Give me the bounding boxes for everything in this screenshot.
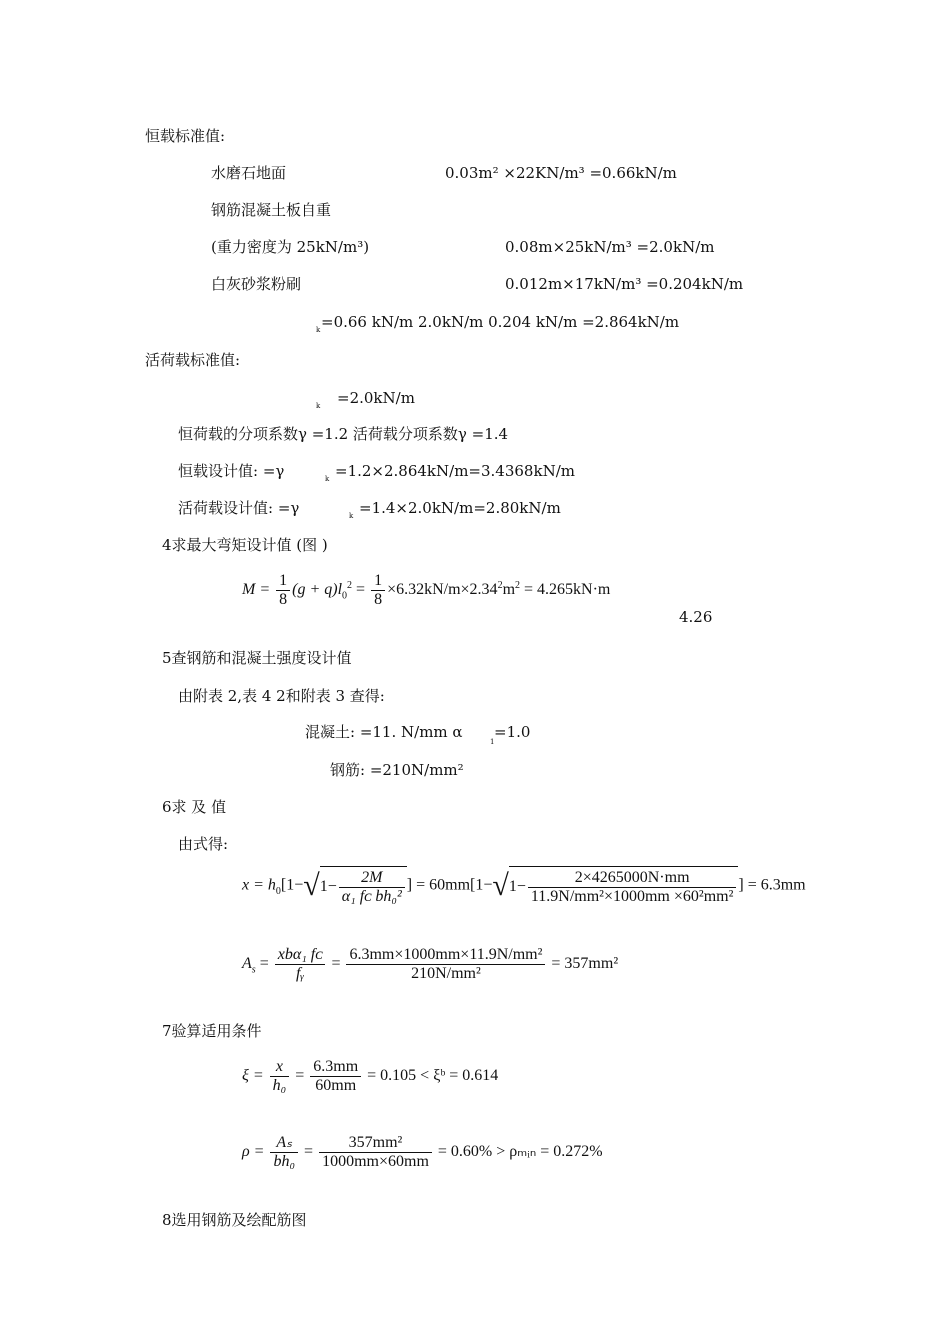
dead-load-heading: 恒载标准值:	[145, 127, 226, 145]
density-calc: 0.08m×25kN/m³ =2.0kN/m	[505, 238, 715, 256]
figure-number: 4.26	[679, 608, 713, 626]
terrazzo-label: 水磨石地面	[211, 164, 287, 182]
rho-formula: ρ = $\frac{\text{Aₛ}}{\text{bh₀}}$ = $\frac{\text{357mm²}}{1000mm\times 60mm}$ = 0.60% > ρₘᵢₙ = 0.272%	[242, 1134, 603, 1170]
dead-load-sum: =0.66 kN/m 2.0kN/m 0.204 kN/m =2.864kN/m	[321, 313, 680, 331]
dead-design-subscript: k	[325, 475, 330, 483]
step4-heading: 4求最大弯矩设计值 (图 )	[162, 536, 328, 554]
step6-intro: 由式得:	[178, 835, 229, 853]
sqrt-symbolic: √1− $\frac{2M}{\text{α₁ fᴄ bh₀²}}$	[303, 866, 407, 906]
steel-strength: 钢筋: =210N/mm²	[330, 761, 464, 779]
step5-source: 由附表 2,表 4 2和附表 3 查得:	[178, 687, 385, 705]
x-formula: $x = h_0[1-√1-$ $\frac{2M}{\text{α₁ fᴄ bh₀²}}$ ] = 60mm[1−√1− $\frac{2\times 4265000N\cdot mm}{\text{11.9N/mm²×1000mm ×60²mm²}}$ ] = 6.3mm	[242, 866, 806, 906]
step7-heading: 7验算适用条件	[162, 1022, 262, 1040]
step5-heading: 5查钢筋和混凝土强度设计值	[162, 649, 352, 667]
live-load-subscript: k	[316, 402, 321, 410]
concrete-strength: 混凝土: =11. N/mm α	[305, 723, 463, 741]
concrete-alpha-value: =1.0	[494, 723, 531, 741]
load-term: (g + q)l	[292, 581, 343, 599]
moment-formula: M = $\frac{1}{8}$ $(g + q)l_0^2$ = $\frac{1}{8}$ $\times 6.32kN/m\times 2.34^2m^2 = 4.265kN\cdot m$	[242, 572, 611, 608]
moment-lhs: M =	[242, 581, 271, 599]
step8-heading: 8选用钢筋及绘配筋图	[162, 1211, 307, 1229]
moment-numbers: ×6.32kN/m×2.34	[387, 581, 498, 599]
as-formula: $A_s$ = $\frac{\text{xbα₁ fᴄ}}{\text{fᵧ}}$ = $\frac{\text{6.3mm×1000mm×11.9N/mm²}}{\text{210N/mm²}}$ = 357mm²	[242, 946, 619, 982]
terrazzo-calc: 0.03m² ×22KN/m³ =0.66kN/m	[445, 164, 677, 182]
sqrt-numeric: √1− $\frac{2\times 4265000N\cdot mm}{\text{11.9N/mm²×1000mm ×60²mm²}}$	[492, 866, 738, 906]
step6-heading: 6求 及 值	[162, 798, 227, 816]
moment-result: = 4.265kN·m	[524, 581, 611, 599]
live-load-value: =2.0kN/m	[337, 389, 415, 407]
slab-label: 钢筋混凝土板自重	[211, 201, 332, 219]
dead-design-label: 恒载设计值: =γ	[178, 462, 285, 480]
live-design-value: =1.4×2.0kN/m=2.80kN/m	[359, 499, 561, 517]
dead-design-value: =1.2×2.864kN/m=3.4368kN/m	[335, 462, 575, 480]
fraction-one-eighth: $\frac{1}{8}$	[276, 572, 290, 609]
moment-eq: =	[356, 581, 366, 599]
fraction-one-eighth-2: $\frac{1}{8}$	[371, 572, 385, 609]
xi-formula: ξ = $\frac{x}{\text{h₀}}$ = $\frac{6.3mm}{60mm}$ = 0.105 < ξᵇ = 0.614	[242, 1058, 499, 1094]
partial-factors: 恒荷载的分项系数γ =1.2 活荷载分项系数γ =1.4	[178, 425, 509, 443]
live-design-label: 活荷载设计值: =γ	[178, 499, 300, 517]
live-load-heading: 活荷载标准值:	[145, 351, 241, 369]
dead-load-sum-subscript: k	[316, 326, 321, 334]
alpha-subscript: 1	[490, 738, 495, 746]
live-design-subscript: k	[349, 512, 354, 520]
plaster-calc: 0.012m×17kN/m³ =0.204kN/m	[505, 275, 744, 293]
plaster-label: 白灰砂浆粉刷	[211, 275, 302, 293]
density-label: (重力密度为 25kN/m³)	[211, 238, 370, 256]
